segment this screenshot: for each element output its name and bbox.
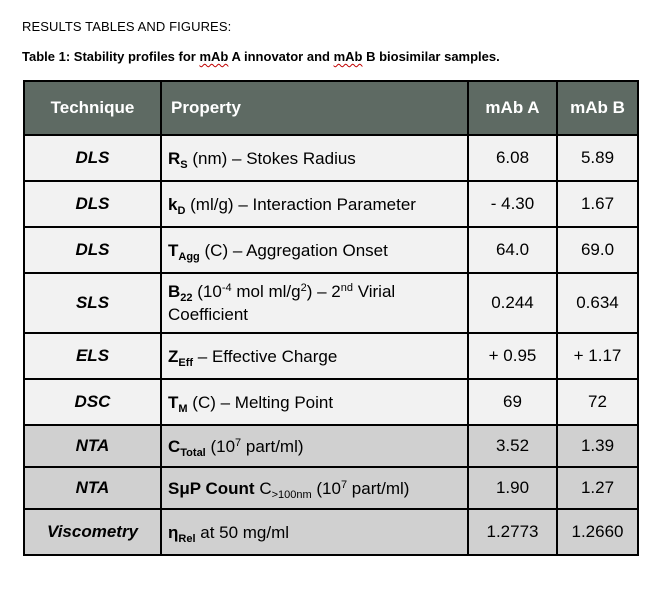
property-subscript: Eff [178, 356, 194, 369]
technique-cell: NTA [24, 425, 161, 467]
property-cell [161, 425, 468, 467]
property-desc: – Interaction Parameter [233, 194, 416, 214]
table-row [24, 333, 638, 379]
technique-cell: Viscometry [24, 509, 161, 555]
value-mab-a: 1.2773 [468, 509, 557, 555]
caption-mid: A innovator and [228, 49, 334, 64]
results-heading: RESULTS TABLES AND FIGURES: [22, 19, 232, 34]
value-mab-b: 1.67 [557, 181, 638, 227]
property-desc: – Stokes Radius [227, 148, 356, 168]
property-subscript: D [177, 204, 186, 217]
technique-cell: ELS [24, 333, 161, 379]
value-mab-a: 1.90 [468, 467, 557, 509]
property-unit-rest: mol ml/g [231, 282, 301, 301]
property-desc: – Aggregation Onset [228, 240, 388, 260]
value-mab-b: 1.2660 [557, 509, 638, 555]
table-row [24, 273, 638, 333]
table-row [24, 425, 638, 467]
property-subscript: Rel [178, 532, 196, 545]
technique-cell: DLS [24, 181, 161, 227]
property-desc: ) – 2 [306, 282, 341, 301]
value-mab-b: + 1.17 [557, 333, 638, 379]
caption-suffix: B biosimilar samples. [362, 49, 500, 64]
property-unit: (10 [311, 478, 341, 498]
header-mab-b: mAb B [557, 81, 638, 135]
property-unit: (ml/g) [185, 194, 234, 214]
property-cell [161, 467, 468, 509]
value-mab-b: 69.0 [557, 227, 638, 273]
value-mab-a: 64.0 [468, 227, 557, 273]
value-mab-b: 1.27 [557, 467, 638, 509]
table-caption [22, 49, 500, 64]
property-desc: at 50 mg/ml [195, 522, 290, 542]
header-technique: Technique [24, 81, 161, 135]
technique-cell: NTA [24, 467, 161, 509]
value-mab-b: 5.89 [557, 135, 638, 181]
value-mab-b: 72 [557, 379, 638, 425]
technique-cell: SLS [24, 273, 161, 333]
property-cell [161, 509, 468, 555]
caption-prefix: Table 1: Stability profiles for [22, 49, 200, 64]
property-unit: (10 [205, 436, 236, 456]
table-row [24, 379, 638, 425]
property-superscript: -4 [221, 282, 232, 294]
caption-word-mab-b: mAb [333, 49, 363, 64]
table-row [24, 135, 638, 181]
table-row [24, 227, 638, 273]
property-superscript: 2 [300, 282, 307, 294]
stability-table [23, 80, 639, 556]
table-row [24, 509, 638, 555]
property-symbol: T [168, 240, 179, 260]
header-property: Property [161, 81, 468, 135]
property-superscript: 7 [235, 436, 242, 449]
table-row [24, 467, 638, 509]
value-mab-a: + 0.95 [468, 333, 557, 379]
value-mab-a: 3.52 [468, 425, 557, 467]
property-cell [161, 227, 468, 273]
property-cell [161, 333, 468, 379]
property-symbol: R [168, 148, 181, 168]
property-symbol: η [168, 522, 179, 542]
value-mab-a: 6.08 [468, 135, 557, 181]
property-symbol: T [168, 392, 179, 412]
property-symbol: C [168, 436, 181, 456]
property-unit: (C) [199, 240, 229, 260]
property-subscript: Agg [178, 250, 200, 263]
technique-cell: DLS [24, 135, 161, 181]
value-mab-a: 0.244 [468, 273, 557, 333]
table-row [24, 181, 638, 227]
header-row [24, 81, 638, 135]
value-mab-b: 0.634 [557, 273, 638, 333]
property-cell [161, 379, 468, 425]
property-desc: – Melting Point [215, 392, 334, 412]
property-desc-rest: Virial Coefficient [168, 282, 396, 324]
caption-word-mab-a: mAb [199, 49, 229, 64]
property-cell [161, 181, 468, 227]
property-unit: (10 [192, 282, 222, 301]
value-mab-a: - 4.30 [468, 181, 557, 227]
property-c-symbol: C [259, 478, 272, 498]
property-unit-rest: part/ml) [241, 436, 304, 456]
property-cell [161, 135, 468, 181]
property-subscript: Total [180, 446, 206, 459]
property-unit-rest: part/ml) [347, 478, 410, 498]
property-subscript: >100nm [271, 488, 312, 501]
value-mab-a: 69 [468, 379, 557, 425]
property-subscript: M [178, 402, 188, 415]
property-subscript: S [180, 158, 188, 171]
property-symbol: Z [168, 346, 179, 366]
property-symbol: B [168, 282, 181, 301]
property-subscript: 22 [180, 292, 193, 304]
property-cell [161, 273, 468, 333]
property-unit: (C) [187, 392, 216, 412]
header-mab-a: mAb A [468, 81, 557, 135]
property-unit: (nm) [187, 148, 228, 168]
property-superscript: 7 [340, 478, 348, 491]
technique-cell: DLS [24, 227, 161, 273]
property-symbol: k [168, 194, 178, 214]
technique-cell: DSC [24, 379, 161, 425]
value-mab-b: 1.39 [557, 425, 638, 467]
property-superscript: nd [340, 282, 353, 294]
property-symbol: SμP Count [168, 478, 260, 498]
property-desc: – Effective Charge [193, 346, 338, 366]
